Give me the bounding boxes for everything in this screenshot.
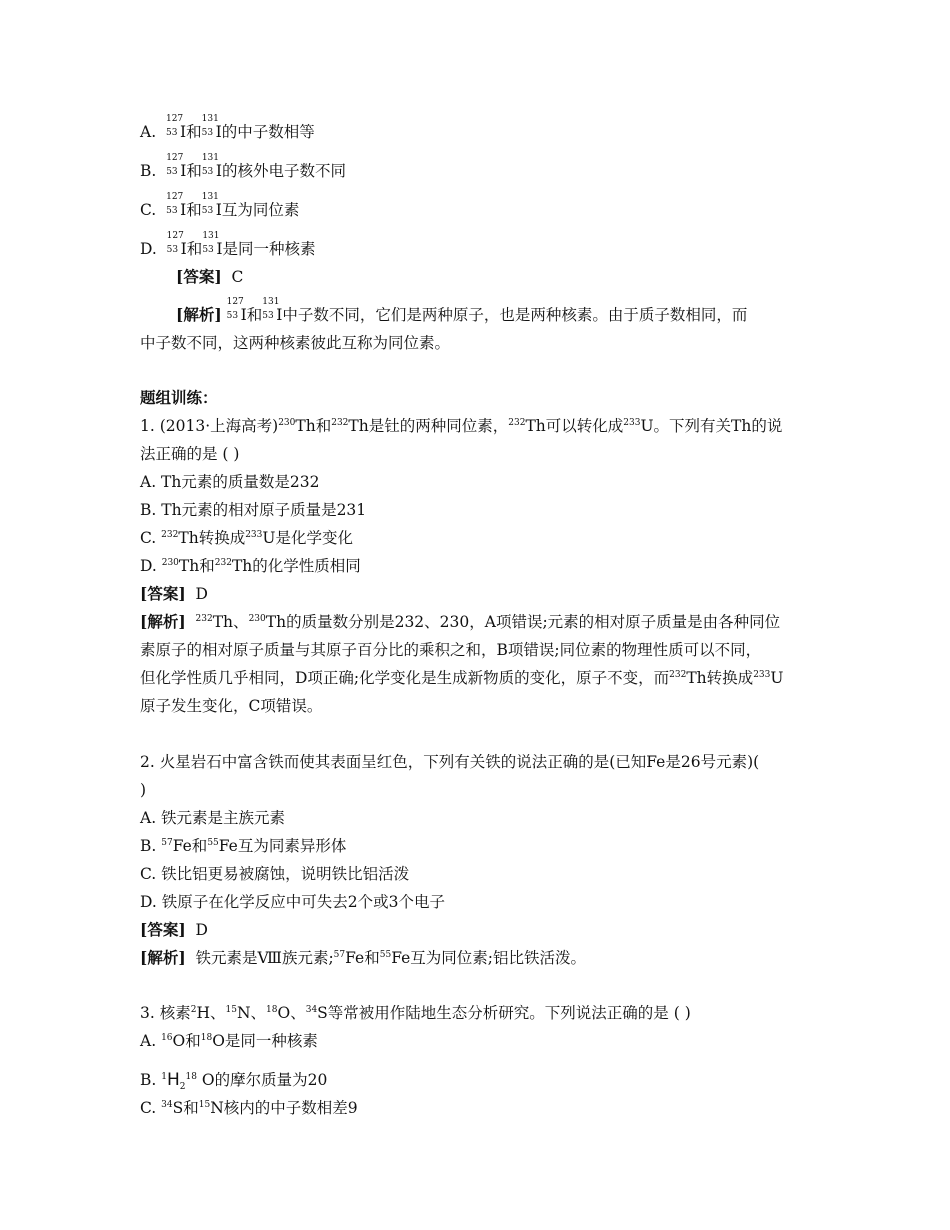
q0-option-a: A. 127 53 I和 131 53 I的中子数相等 (140, 114, 315, 141)
q3-option-a: A. $^{16}$O和$^{18}$O是同一种核素 (140, 1032, 318, 1050)
q2-stem-line-1: 2. 火星岩石中富含铁而使其表面呈红色，下列有关铁的说法正确的是(已知Fe是26号元素)( (140, 753, 760, 771)
q0-answer: [答案] C (176, 267, 244, 286)
q3-option-b: B. $^1H_2^{18}$ O的摩尔质量为20 (140, 1070, 328, 1093)
section-title: 题组训练： (140, 388, 218, 407)
q2-option-b: B. $^{57}$Fe和$^{55}$Fe互为同素异形体 (140, 837, 347, 855)
q1-answer: [答案] D (140, 584, 208, 603)
q1-option-b: B. Th元素的相对原子质量是231 (140, 501, 367, 519)
q0-explanation-line-1: [解析] 127 53 I和 131 53 I中子数不同，它们是两种原子，也是两种核素。由于质子数相同，而 (176, 297, 748, 324)
q2-answer: [答案] D (140, 920, 208, 939)
q1-explanation-line-2: 素原子的相对原子质量与其原子百分比的乘积之和，B项错误;同位素的物理性质可以不同， (140, 641, 762, 659)
q3-stem: 3. 核素$^2$H、$^{15}$N、$^{18}$O、$^{34}$S等常被用作陆地生态分析研究。下列说法正确的是 ( ) (140, 1004, 691, 1022)
q1-option-c: C. $^{232}$Th转换成$^{233}$U是化学变化 (140, 529, 353, 547)
q2-explanation: [解析] 铁元素是Ⅷ族元素;$^{57}$Fe和$^{55}$Fe互为同位素;铝比铁活泼。 (140, 948, 587, 967)
q1-explanation-line-4: 原子发生变化，C项错误。 (140, 697, 323, 715)
q1-stem-line-2: 法正确的是 ( ) (140, 445, 240, 463)
q2-option-a: A. 铁元素是主族元素 (140, 809, 286, 827)
q1-option-a: A. Th元素的质量数是232 (140, 473, 320, 491)
q0-option-c: C. 127 53 I和 131 53 I互为同位素 (140, 192, 300, 219)
q1-stem-line-1: 1. (2013·上海高考)$^{230}$Th和$^{232}$Th是钍的两种同位素，$^{232}$Th可以转化成$^{233}$U。下列有关Th的说 (140, 417, 783, 435)
q0-option-b: B. 127 53 I和 131 53 I的核外电子数不同 (140, 153, 346, 180)
q1-option-d: D. $^{230}$Th和$^{232}$Th的化学性质相同 (140, 557, 361, 575)
q2-stem-line-2: ) (140, 781, 147, 799)
q1-explanation-line-1: [解析] $^{232}$Th、$^{230}$Th的质量数分别是232、230，A项错误;元素的相对原子质量是由各种同位 (140, 612, 781, 631)
q3-option-c: C. $^{34}$S和$^{15}$N核内的中子数相差9 (140, 1099, 358, 1117)
q2-option-c: C. 铁比铝更易被腐蚀，说明铁比铝活泼 (140, 865, 410, 883)
q1-explanation-line-3: 但化学性质几乎相同，D项正确;化学变化是生成新物质的变化，原子不变，而$^{232}$Th转换成$^{233}$U (140, 669, 784, 687)
q0-option-d: D. 127 53 I和 131 53 I是同一种核素 (140, 231, 316, 258)
q0-explanation-line-2: 中子数不同，这两种核素彼此互称为同位素。 (140, 334, 451, 352)
q2-option-d: D. 铁原子在化学反应中可失去2个或3个电子 (140, 893, 445, 911)
